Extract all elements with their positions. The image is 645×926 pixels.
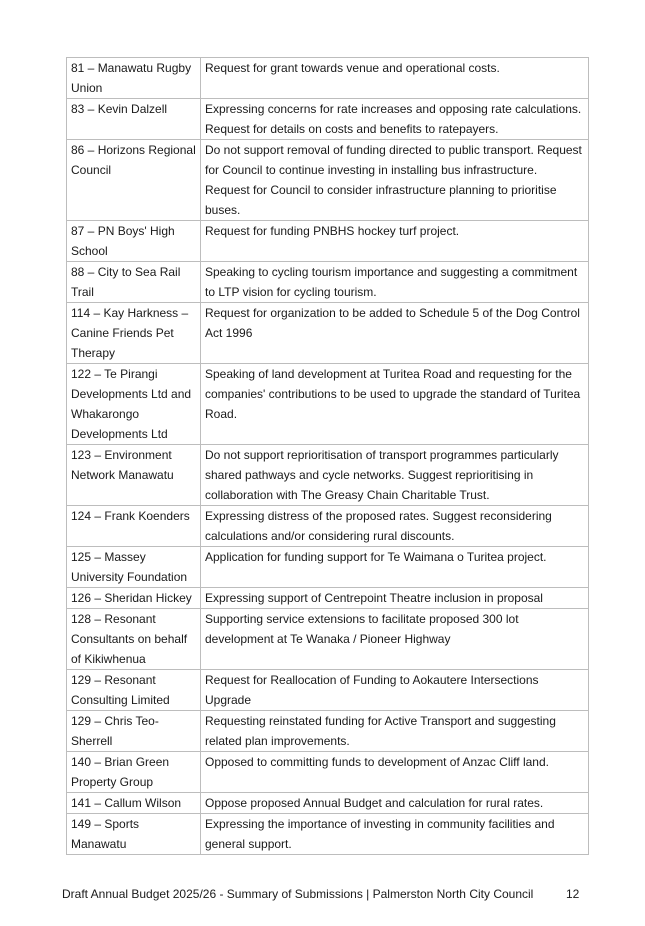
submitter-cell: 126 – Sheridan Hickey <box>67 588 201 609</box>
submitter-cell: 124 – Frank Koenders <box>67 506 201 547</box>
submitter-cell: 123 – Environment Network Manawatu <box>67 445 201 506</box>
summary-cell: Expressing the importance of investing in community facilities and general support. <box>201 814 589 855</box>
table-row <box>67 262 589 303</box>
table-row <box>67 547 589 588</box>
table-row <box>67 506 589 547</box>
submitter-cell: 140 – Brian Green Property Group <box>67 752 201 793</box>
table-row <box>67 814 589 855</box>
table-row <box>67 303 589 364</box>
submissions-table <box>66 57 589 855</box>
summary-cell: Expressing distress of the proposed rates. Suggest reconsidering calculations and/or considering rural discounts. <box>201 506 589 547</box>
summary-cell: Opposed to committing funds to development of Anzac Cliff land. <box>201 752 589 793</box>
submitter-cell: 83 – Kevin Dalzell <box>67 99 201 140</box>
submitter-cell: 129 – Resonant Consulting Limited <box>67 670 201 711</box>
submitter-cell: 87 – PN Boys' High School <box>67 221 201 262</box>
submitter-cell: 122 – Te Pirangi Developments Ltd and Whakarongo Developments Ltd <box>67 364 201 445</box>
table-row <box>67 588 589 609</box>
footer-title: Draft Annual Budget 2025/26 - Summary of Submissions | Palmerston North City Council <box>62 887 534 901</box>
summary-cell: Speaking of land development at Turitea Road and requesting for the companies' contributions to be used to upgrade the standard of Turitea Road. <box>201 364 589 445</box>
table-row <box>67 793 589 814</box>
summary-cell: Requesting reinstated funding for Active Transport and suggesting related plan improvements. <box>201 711 589 752</box>
table-row <box>67 364 589 445</box>
summary-cell: Application for funding support for Te Waimana o Turitea project. <box>201 547 589 588</box>
submitter-cell: 128 – Resonant Consultants on behalf of Kikiwhenua <box>67 609 201 670</box>
table-row <box>67 445 589 506</box>
submitter-cell: 81 – Manawatu Rugby Union <box>67 58 201 99</box>
submissions-table-body <box>67 58 589 855</box>
table-row <box>67 99 589 140</box>
summary-cell: Expressing concerns for rate increases and opposing rate calculations. Request for details on costs and benefits to ratepayers. <box>201 99 589 140</box>
summary-cell: Request for Reallocation of Funding to Aokautere Intersections Upgrade <box>201 670 589 711</box>
summary-cell: Do not support reprioritisation of transport programmes particularly shared pathways and cycle networks. Suggest reprioritising in collaboration with The Greasy Chain Charitable Trust. <box>201 445 589 506</box>
table-row <box>67 711 589 752</box>
summary-cell: Expressing support of Centrepoint Theatre inclusion in proposal <box>201 588 589 609</box>
summary-cell: Oppose proposed Annual Budget and calculation for rural rates. <box>201 793 589 814</box>
summary-cell: Request for grant towards venue and operational costs. <box>201 58 589 99</box>
submitter-cell: 129 – Chris Teo-Sherrell <box>67 711 201 752</box>
submitter-cell: 149 – Sports Manawatu <box>67 814 201 855</box>
table-row <box>67 140 589 221</box>
summary-cell: Request for funding PNBHS hockey turf project. <box>201 221 589 262</box>
table-row <box>67 609 589 670</box>
page-number: 12 <box>566 887 580 901</box>
submitter-cell: 86 – Horizons Regional Council <box>67 140 201 221</box>
summary-cell: Request for organization to be added to Schedule 5 of the Dog Control Act 1996 <box>201 303 589 364</box>
summary-cell: Speaking to cycling tourism importance and suggesting a commitment to LTP vision for cycling tourism. <box>201 262 589 303</box>
table-row <box>67 670 589 711</box>
submitter-cell: 88 – City to Sea Rail Trail <box>67 262 201 303</box>
table-row <box>67 221 589 262</box>
summary-cell: Supporting service extensions to facilitate proposed 300 lot development at Te Wanaka / Pioneer Highway <box>201 609 589 670</box>
table-row <box>67 752 589 793</box>
submitter-cell: 125 – Massey University Foundation <box>67 547 201 588</box>
submitter-cell: 114 – Kay Harkness – Canine Friends Pet Therapy <box>67 303 201 364</box>
submitter-cell: 141 – Callum Wilson <box>67 793 201 814</box>
table-row <box>67 58 589 99</box>
summary-cell: Do not support removal of funding directed to public transport. Request for Council to continue investing in installing bus infrastructure. Request for Council to consider infrastructure planning to prioritise buses. <box>201 140 589 221</box>
